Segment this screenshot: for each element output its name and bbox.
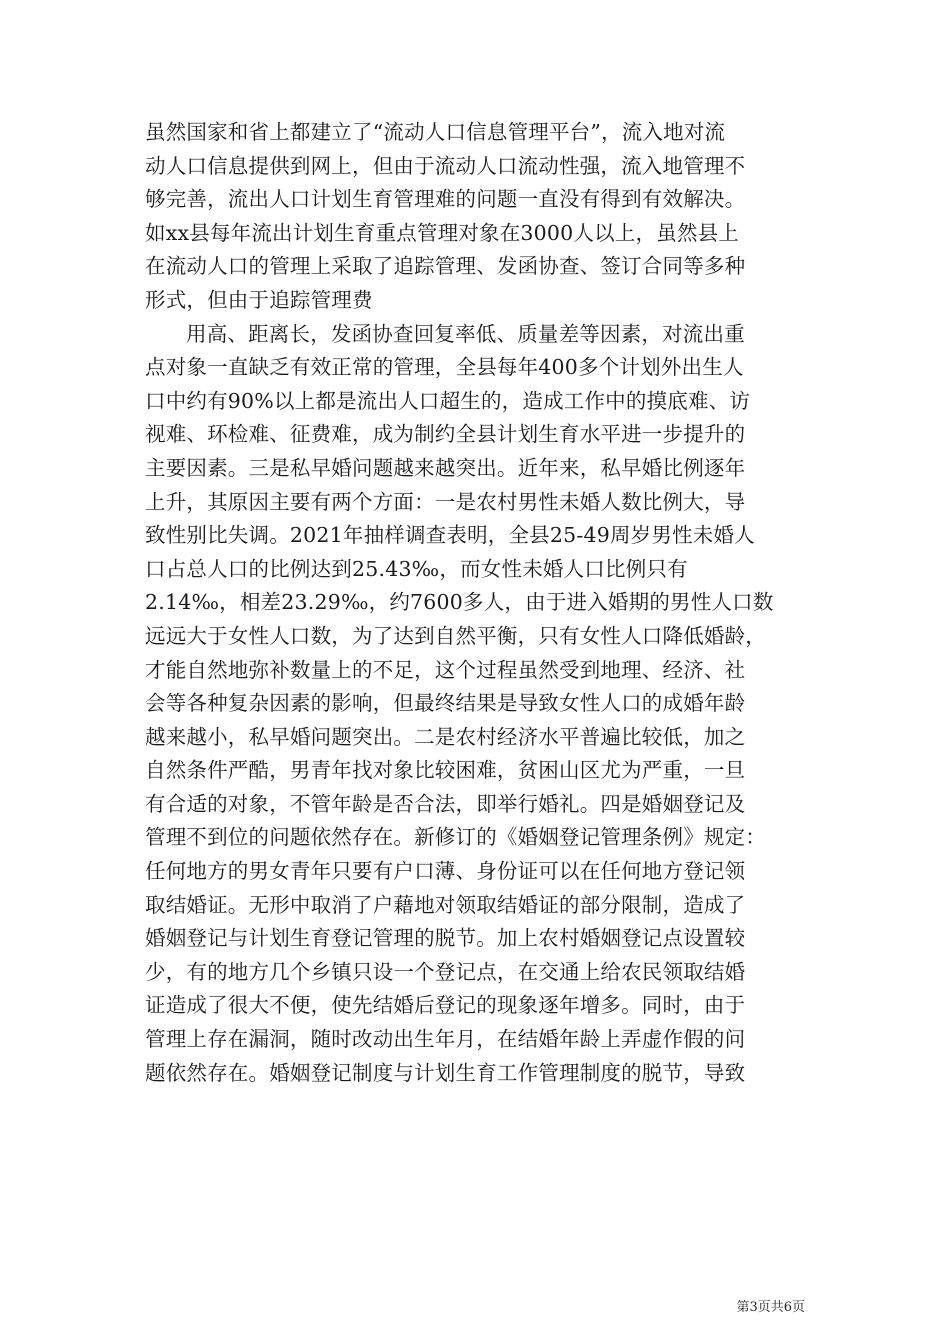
text-line: 取结婚证。无形中取消了户藉地对领取结婚证的部分限制，造成了 xyxy=(145,892,746,917)
text-line: 证造成了很大不便，使先结婚后登记的现象逐年增多。同时，由于 xyxy=(145,993,746,1018)
text-line: 2.14‰，相差23.29‰，约7600多人，由于进入婚期的男性人口数 xyxy=(145,590,774,615)
text-line: 会等各种复杂因素的影响，但最终结果是导致女性人口的成婚年龄 xyxy=(145,691,746,716)
text-line: 动人口信息提供到网上，但由于流动人口流动性强，流入地管理不 xyxy=(145,153,746,178)
text-line: 才能自然地弥补数量上的不足，这个过程虽然受到地理、经济、社 xyxy=(145,657,746,682)
text-line: 够完善，流出人口计划生育管理难的问题一直没有得到有效解决。 xyxy=(145,187,746,212)
text-line: 致性别比失调。2021年抽样调查表明，全县25-49周岁男性未婚人 xyxy=(145,523,755,548)
text-line: 主要因素。三是私早婚问题越来越突出。近年来，私早婚比例逐年 xyxy=(145,455,746,480)
text-line: 点对象一直缺乏有效正常的管理，全县每年400多个计划外出生人 xyxy=(145,355,744,380)
text-line: 管理上存在漏洞，随时改动出生年月，在结婚年龄上弄虚作假的问 xyxy=(145,1027,746,1052)
text-line: 如xx县每年流出计划生育重点管理对象在3000人以上，虽然县上 xyxy=(145,220,739,245)
text-line: 口中约有90%以上都是流出人口超生的，造成工作中的摸底难、访 xyxy=(145,388,751,413)
document-body xyxy=(145,116,805,1090)
text-line: 婚姻登记与计划生育登记管理的脱节。加上农村婚姻登记点设置较 xyxy=(145,926,746,951)
paragraph-1 xyxy=(145,116,805,318)
text-line: 少，有的地方几个乡镇只设一个登记点，在交通上给农民领取结婚 xyxy=(145,959,746,984)
text-line: 有合适的对象，不管年龄是否合法，即举行婚礼。四是婚姻登记及 xyxy=(145,791,746,816)
text-line: 视难、环检难、征费难，成为制约全县计划生育水平进一步提升的 xyxy=(145,422,746,447)
page-number: 第3页共6页 xyxy=(736,1300,805,1315)
text-line: 管理不到位的问题依然存在。新修订的《婚姻登记管理条例》规定： xyxy=(145,825,766,850)
text-line: 用高、距离长，发函协查回复率低、质量差等因素，对流出重 xyxy=(186,321,745,346)
text-line: 越来越小，私早婚问题突出。二是农村经济水平普遍比较低，加之 xyxy=(145,724,746,749)
text-line: 远远大于女性人口数，为了达到自然平衡，只有女性人口降低婚龄， xyxy=(145,623,766,648)
text-line: 题依然存在。婚姻登记制度与计划生育工作管理制度的脱节，导致 xyxy=(145,1060,746,1085)
text-line: 上升，其原因主要有两个方面：一是农村男性未婚人数比例大，导 xyxy=(145,489,746,514)
paragraph-2 xyxy=(145,318,805,1091)
text-line: 任何地方的男女青年只要有户口薄、身份证可以在任何地方登记领 xyxy=(145,859,746,884)
text-line: 自然条件严酷，男青年找对象比较困难，贫困山区尤为严重，一旦 xyxy=(145,758,746,783)
text-line: 形式，但由于追踪管理费 xyxy=(145,287,373,312)
text-line: 口占总人口的比例达到25.43‰，而女性未婚人口比例只有 xyxy=(145,556,688,581)
text-line: 在流动人口的管理上采取了追踪管理、发函协查、签订合同等多种 xyxy=(145,254,746,279)
text-line: 虽然国家和省上都建立了“流动人口信息管理平台”，流入地对流 xyxy=(145,120,726,144)
